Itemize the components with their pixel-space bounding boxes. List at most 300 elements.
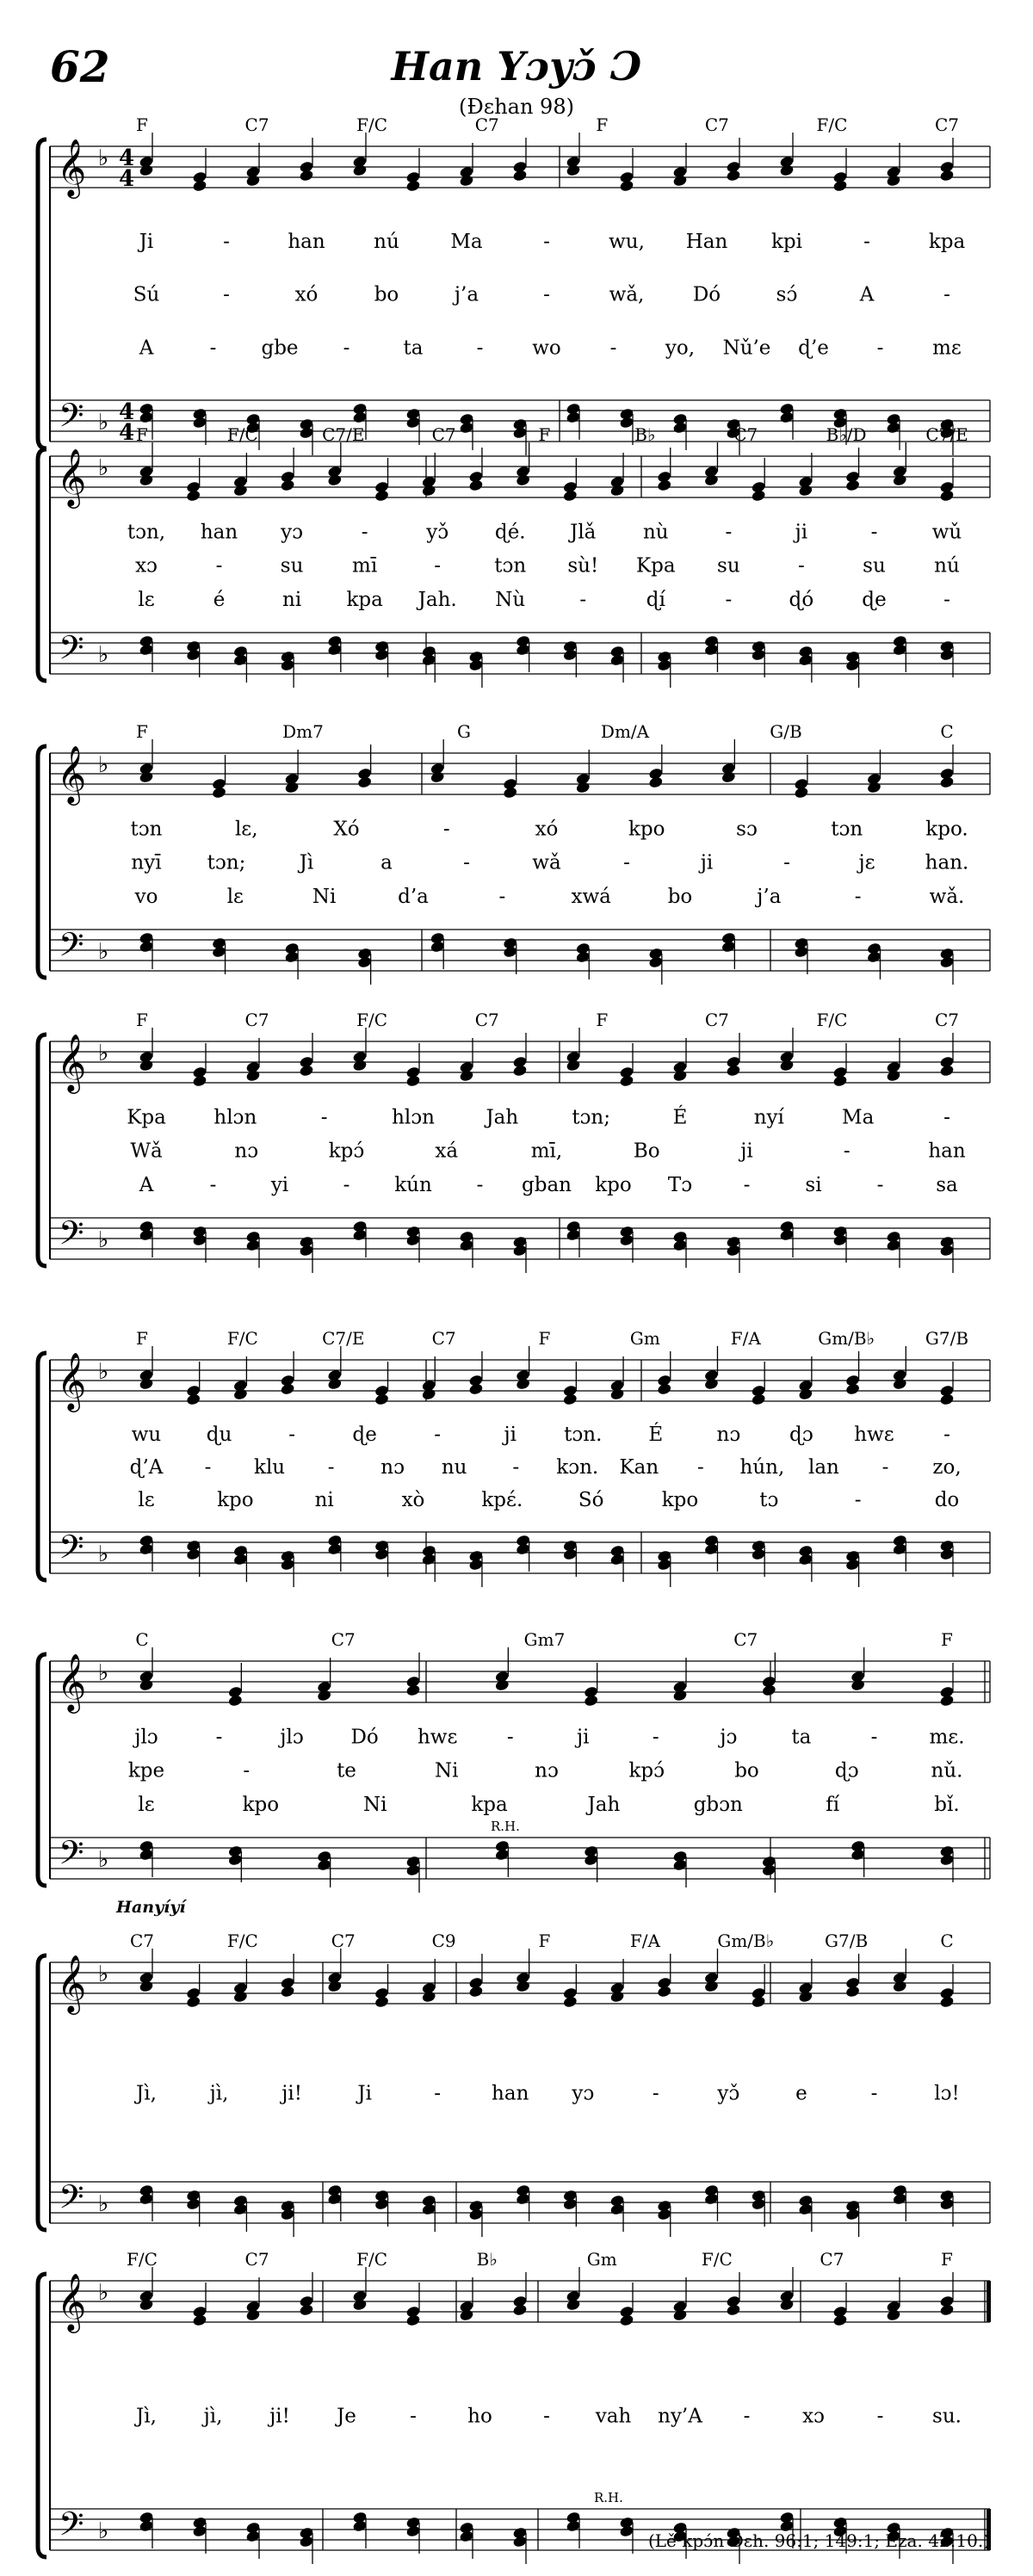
lyric-hyphen: -: [476, 337, 484, 360]
note-head: [139, 164, 154, 176]
flat-key-signature-icon: ♭: [98, 1961, 109, 1987]
note-head: [374, 2197, 390, 2210]
note-head: [405, 1074, 421, 1087]
lyric-hyphen: -: [410, 2405, 417, 2428]
lyric-line-2: [128, 1760, 963, 1782]
lyric-syllable: nɔ: [380, 1456, 405, 1479]
chord-symbol: F/C: [127, 2249, 158, 2270]
note-head: [704, 1542, 720, 1555]
lyric-syllable: han: [928, 1140, 966, 1163]
note-head: [327, 473, 343, 486]
lyric-syllable: hwɛ: [854, 1424, 894, 1446]
chord-symbol: C7/E: [322, 1328, 365, 1349]
lyric-syllable: Jah: [587, 1793, 621, 1816]
note-head: [468, 1985, 484, 1998]
lyric-syllable: kpo: [217, 1489, 254, 1511]
note-head: [939, 1547, 955, 1560]
chord-symbol: F/C: [816, 1010, 848, 1030]
note-head: [245, 2308, 261, 2321]
chord-symbol: C7: [244, 1010, 269, 1030]
note-head: [798, 1990, 813, 2003]
lyric-syllable: wǎ.: [929, 885, 965, 908]
note-head: [192, 1074, 207, 1087]
note-head: [192, 1233, 207, 1246]
note-head: [648, 775, 664, 788]
note-head: [794, 786, 809, 799]
lyric-syllable: lɛ,: [234, 818, 258, 841]
treble-clef-icon: 𝄞: [57, 1652, 87, 1711]
lyric-syllable: su: [280, 554, 304, 578]
flat-key-signature-icon: ♭: [98, 1660, 109, 1686]
lyric-syllable: Jah: [486, 1106, 519, 1129]
lyric-syllable: d’a: [398, 885, 429, 908]
lyric-syllable: kpo: [595, 1173, 632, 1196]
note-head: [352, 411, 368, 423]
note-head: [512, 169, 528, 182]
note-head: [892, 1542, 907, 1555]
lyric-syllable: Dó: [350, 1726, 379, 1749]
lyric-syllable: ɖu: [206, 1424, 232, 1446]
note-head: [584, 1853, 599, 1866]
lyric-syllable: ɖ’A: [129, 1456, 164, 1479]
chord-symbol: C: [940, 721, 954, 742]
bass-clef-icon: 𝄢: [59, 628, 84, 675]
chord-symbol: C7: [331, 1629, 356, 1650]
flat-key-signature-icon: ♭: [98, 939, 109, 965]
lyric-syllable: Ni: [312, 885, 337, 908]
chord-symbol: F/C: [701, 2249, 733, 2270]
lyric-syllable: kún: [394, 1173, 432, 1196]
note-head: [939, 169, 955, 182]
note-head: [374, 1995, 390, 2008]
lyric-hyphen: -: [725, 588, 733, 611]
lyric-hyphen: -: [320, 1106, 328, 1129]
note-head: [562, 1547, 578, 1560]
note-head: [939, 1393, 955, 1405]
lyric-syllable: ji: [504, 1424, 516, 1446]
lyric-syllable: Jì,: [136, 2082, 157, 2105]
lyric-syllable: lɛ: [226, 885, 244, 908]
lyric-syllable: ji!: [281, 2082, 302, 2105]
note-head: [516, 1377, 531, 1390]
note-head: [721, 770, 736, 783]
note-head: [327, 1542, 343, 1555]
lyric-syllable: kpa: [928, 230, 966, 253]
lyric-syllable: Wǎ: [130, 1140, 163, 1163]
lyric-hyphen: -: [204, 1456, 212, 1479]
chord-symbol: C7: [244, 2249, 269, 2270]
lyric-syllable: jlɔ: [280, 1726, 304, 1749]
note-head: [619, 416, 634, 429]
chord-symbol: G: [457, 721, 471, 742]
lyric-syllable: j’a: [454, 283, 479, 306]
lyric-syllable: kpe: [127, 1759, 165, 1782]
time-signature-top: 4: [119, 399, 135, 425]
chord-symbol: Gm/B♭: [717, 1930, 775, 1951]
note-head: [672, 174, 688, 187]
note-head: [512, 1244, 528, 1257]
lyric-syllable: hún,: [739, 1456, 785, 1479]
system-brace: [38, 1654, 46, 1886]
lyric-syllable: sɔ́: [776, 283, 798, 306]
lyric-line-1: [131, 818, 968, 840]
note-head: [512, 2303, 528, 2316]
lyric-hyphen: -: [343, 1173, 350, 1196]
note-head: [192, 179, 207, 192]
note-head: [192, 416, 207, 429]
lyric-line-3: [138, 1794, 959, 1816]
note-head: [609, 1553, 625, 1566]
lyric-hyphen: -: [843, 1140, 851, 1163]
note-head: [619, 2313, 634, 2326]
lyric-syllable: Ni: [362, 1793, 387, 1816]
chord-symbol: F: [941, 1629, 953, 1650]
lyric-syllable: Sú: [133, 283, 160, 306]
lyric-syllable: nɔ: [234, 1140, 259, 1163]
lyric-syllable: nú: [374, 230, 399, 253]
lyric-syllable: Nǔ’e: [722, 337, 771, 360]
bass-staff: [50, 925, 990, 972]
note-head: [832, 1233, 848, 1246]
flat-key-signature-icon: ♭: [98, 145, 109, 171]
note-head: [317, 1689, 332, 1702]
note-head: [405, 1233, 421, 1246]
note-head: [299, 169, 314, 182]
chord-symbol: F: [941, 2249, 953, 2270]
note-head: [299, 426, 314, 439]
lyric-line-2: [131, 852, 968, 874]
chord-symbol: C7: [474, 114, 499, 135]
note-head: [704, 1377, 720, 1390]
lyric-hyphen: -: [623, 851, 630, 874]
note-head: [845, 1985, 861, 1998]
lyric-syllable: Só: [578, 1489, 604, 1511]
lyric-hyphen: -: [327, 1456, 335, 1479]
lyric-syllable: fí: [826, 1793, 840, 1816]
lyric-syllable: É: [648, 1424, 664, 1446]
lyric-syllable: bǐ.: [934, 1793, 960, 1816]
note-head: [726, 1244, 741, 1257]
lyric-syllable: vo: [134, 885, 158, 908]
lyric-syllable: Ma: [450, 230, 483, 253]
system-3: [38, 721, 990, 985]
note-head: [245, 1069, 261, 1082]
lyric-syllable: Jlǎ: [570, 521, 597, 544]
chord-symbol: F/C: [356, 1010, 388, 1030]
lyric-syllable: a: [380, 851, 393, 874]
note-head: [939, 1064, 955, 1077]
note-head: [566, 2298, 581, 2311]
system-brace: [38, 746, 46, 978]
note-head: [405, 1863, 421, 1876]
note-head: [352, 2298, 368, 2311]
note-head: [832, 1074, 848, 1087]
lyric-syllable: yɔ: [281, 521, 304, 544]
lyric-hyphen: -: [609, 337, 617, 360]
hymn-subtitle: (Ɖɛhan 98): [459, 95, 574, 119]
note-head: [503, 945, 518, 958]
note-head: [468, 2208, 484, 2221]
chord-symbol: F: [136, 114, 148, 135]
chord-symbol: C9: [431, 1930, 456, 1951]
flat-key-signature-icon: ♭: [98, 2518, 109, 2544]
note-head: [892, 1377, 907, 1390]
note-head: [512, 2535, 528, 2548]
note-head: [939, 1244, 955, 1257]
note-head: [609, 653, 625, 666]
lyric-line-3: [139, 1174, 958, 1196]
lyric-syllable: Ma: [842, 1106, 875, 1129]
note-head: [139, 2519, 154, 2532]
lyric-syllable: yo,: [665, 337, 696, 360]
note-head: [751, 1393, 766, 1405]
lyric-syllable: Jah.: [418, 588, 457, 611]
chord-symbol: C7: [474, 1010, 499, 1030]
system-brace: [38, 2274, 46, 2557]
note-head: [405, 2313, 421, 2326]
lyric-syllable: nyí: [753, 1106, 784, 1129]
flat-key-signature-icon: ♭: [98, 2191, 109, 2217]
note-head: [468, 1382, 484, 1395]
lyric-syllable: ɖɔ: [789, 1424, 813, 1446]
note-head: [761, 1863, 776, 1876]
lyric-syllable: tɔn: [831, 818, 863, 841]
note-head: [761, 1683, 776, 1696]
treble-staff: [50, 744, 990, 806]
note-head: [139, 2298, 154, 2311]
note-head: [619, 2524, 634, 2537]
chord-symbol: C7: [820, 2249, 844, 2270]
lyric-hyphen: -: [543, 283, 550, 306]
note-head: [798, 2202, 813, 2215]
lyric-hyphen: -: [476, 1173, 484, 1196]
lyric-syllable: han.: [925, 851, 969, 874]
lyric-syllable: Nù: [495, 588, 526, 611]
lyric-hyphen: -: [434, 1424, 442, 1446]
chord-symbol: C7: [704, 114, 729, 135]
chord-symbol: G7/B: [825, 1930, 869, 1951]
note-head: [227, 1694, 243, 1707]
treble-clef-icon: 𝄞: [57, 1351, 87, 1410]
chord-symbol: F: [136, 1010, 148, 1030]
note-head: [672, 2308, 688, 2321]
lyric-hyphen: -: [215, 1726, 223, 1749]
lyric-syllable: vah: [595, 2405, 632, 2428]
note-head: [566, 1228, 581, 1241]
note-head: [779, 1059, 795, 1072]
lyric-hyphen: -: [854, 1489, 862, 1511]
chord-symbol: F: [538, 424, 551, 445]
lyric-syllable: gban: [522, 1173, 572, 1196]
note-head: [939, 1694, 955, 1707]
chord-symbol: F/A: [629, 1930, 660, 1951]
lyric-syllable: klu: [254, 1456, 286, 1479]
note-head: [939, 2197, 955, 2210]
note-head: [751, 2197, 766, 2210]
note-head: [845, 658, 861, 671]
lyric-line-2: [135, 555, 960, 578]
system-brace: [38, 1955, 46, 2230]
lyric-syllable: nù: [642, 521, 669, 544]
lyric-syllable: yɔ: [572, 2082, 595, 2105]
note-head: [939, 955, 955, 968]
note-head: [421, 653, 436, 666]
lyric-syllable: É: [672, 1106, 688, 1129]
note-head: [280, 1985, 295, 1998]
lyric-syllable: Ji: [357, 2082, 372, 2105]
note-head: [886, 2308, 901, 2321]
lyric-syllable: si: [805, 1173, 822, 1196]
system-5: [38, 1328, 990, 1587]
note-head: [284, 781, 300, 794]
chord-symbol: C7: [733, 1629, 758, 1650]
note-head: [851, 1848, 866, 1861]
lyric-syllable: ɖ’e: [798, 337, 829, 360]
lyric-syllable: ni: [314, 1489, 334, 1511]
note-head: [845, 479, 861, 491]
lyric-syllable: xò: [401, 1489, 425, 1511]
note-head: [832, 179, 848, 192]
lyric-syllable: hwɛ: [417, 1726, 458, 1749]
lyric-hyphen: -: [288, 1424, 295, 1446]
lyric-syllable: su: [717, 554, 740, 578]
lyric-syllable: yɔ̌: [426, 521, 449, 544]
note-head: [575, 781, 591, 794]
lyric-syllable: xwá: [571, 885, 611, 908]
note-head: [459, 174, 474, 187]
note-head: [562, 1393, 578, 1405]
lyric-syllable: lɔ!: [934, 2082, 960, 2105]
lyric-syllable: ɖe: [352, 1424, 377, 1446]
lyric-syllable: wo: [532, 337, 561, 360]
note-head: [562, 2197, 578, 2210]
lyric-syllable: mɛ.: [929, 1726, 965, 1749]
note-head: [186, 1995, 201, 2008]
note-head: [468, 1558, 484, 1571]
chord-symbol: Dm/A: [600, 721, 650, 742]
lyric-syllable: nu: [441, 1456, 467, 1479]
lyric-hyphen: -: [209, 1173, 217, 1196]
note-head: [832, 2313, 848, 2326]
note-head: [619, 179, 634, 192]
note-head: [245, 2530, 261, 2542]
note-head: [886, 174, 901, 187]
note-head: [186, 648, 201, 661]
lyric-syllable: Dó: [692, 283, 721, 306]
lyric-syllable: wǔ: [931, 521, 962, 544]
note-head: [139, 1980, 154, 1992]
lyric-syllable: Jì: [299, 851, 314, 874]
note-head: [139, 940, 154, 953]
chord-symbol: C7: [431, 424, 456, 445]
lyric-hyphen: -: [863, 230, 870, 253]
note-head: [704, 1980, 720, 1992]
system-6: [38, 1629, 990, 1893]
note-head: [657, 1382, 672, 1395]
lyric-syllable: kpɔ́: [328, 1140, 365, 1163]
lyric-syllable: é: [213, 588, 226, 611]
lyric-hyphen: -: [223, 283, 230, 306]
note-head: [609, 484, 625, 497]
lyric-syllable: lɛ: [138, 1793, 155, 1816]
note-head: [619, 1074, 634, 1087]
note-head: [139, 643, 154, 656]
note-head: [352, 1228, 368, 1241]
lyric-syllable: do: [934, 1489, 960, 1511]
system-brace: [38, 1353, 46, 1580]
chord-symbol: C: [135, 1629, 149, 1650]
note-head: [139, 2192, 154, 2205]
bass-clef-icon: 𝄢: [59, 1214, 84, 1260]
note-head: [562, 1995, 578, 2008]
note-head: [516, 643, 531, 656]
note-head: [374, 1547, 390, 1560]
note-head: [566, 164, 581, 176]
system-4: [38, 1010, 990, 1273]
lyric-syllable: su: [863, 554, 886, 578]
note-head: [352, 1059, 368, 1072]
lyric-syllable: zo,: [932, 1456, 962, 1479]
lyric-syllable: wǎ,: [609, 283, 645, 306]
note-head: [562, 489, 578, 502]
note-head: [459, 1069, 474, 1082]
lyric-syllable: Ji: [139, 230, 154, 253]
chord-symbol: Gm7: [523, 1629, 566, 1650]
note-head: [192, 2524, 207, 2537]
lyric-hyphen: -: [579, 588, 587, 611]
note-head: [939, 648, 955, 661]
hymn-number: 62: [50, 41, 110, 92]
lyric-syllable: te: [337, 1759, 356, 1782]
lyric-syllable: nɔ: [535, 1759, 559, 1782]
lyric-syllable: ny’A: [658, 2405, 702, 2428]
lyric-syllable: ɖé.: [494, 521, 526, 544]
note-head: [284, 950, 300, 963]
lyric-syllable: Kan: [619, 1456, 659, 1479]
chord-symbol: F/C: [226, 1930, 258, 1951]
lyric-syllable: ɖe: [862, 588, 887, 611]
note-head: [430, 770, 445, 783]
note-head: [459, 2530, 474, 2542]
note-head: [299, 1244, 314, 1257]
lyric-syllable: sɔ: [736, 818, 758, 841]
lyric-syllable: lɛ: [138, 1489, 155, 1511]
lyric-syllable: hlɔn: [392, 1106, 435, 1129]
lyric-hyphen: -: [743, 2405, 751, 2428]
lyric-hyphen: -: [725, 521, 733, 544]
flat-key-signature-icon: ♭: [98, 1359, 109, 1385]
system-8: [38, 2249, 991, 2564]
note-head: [657, 1558, 672, 1571]
lyric-hyphen: -: [870, 1726, 878, 1749]
note-head: [421, 484, 436, 497]
note-head: [280, 658, 295, 671]
note-head: [327, 1980, 343, 1992]
note-head: [139, 1228, 154, 1241]
lyric-syllable: ji: [700, 851, 714, 874]
lyric-hyphen: -: [498, 885, 506, 908]
note-head: [886, 1239, 901, 1251]
chord-symbol: C7: [934, 114, 960, 135]
lyric-hyphen: -: [876, 2405, 884, 2428]
treble-clef-icon: 𝄞: [57, 138, 87, 196]
bass-staff: [50, 1833, 990, 1880]
note-head: [516, 473, 531, 486]
lyric-syllable: ɖó: [789, 588, 814, 611]
lyric-hyphen: -: [434, 554, 442, 578]
note-head: [751, 489, 766, 502]
chord-symbol: F: [596, 114, 609, 135]
